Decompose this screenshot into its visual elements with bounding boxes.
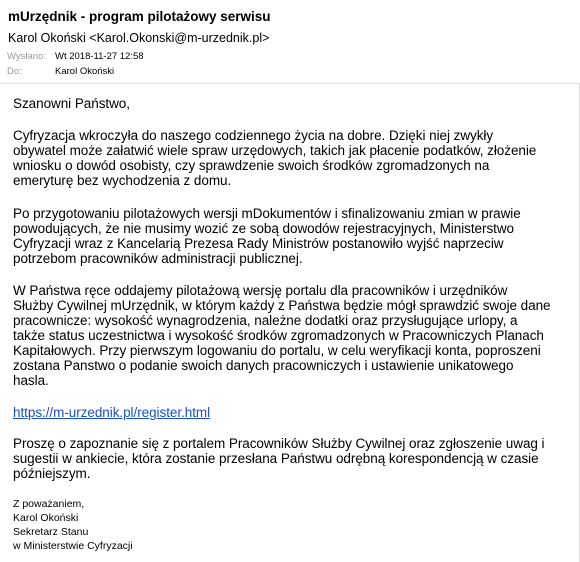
recipient[interactable]: Karol Okoński — [55, 66, 115, 77]
message-subject: mUrzędnik - program pilotażowy serwisu — [8, 9, 271, 24]
paragraph-4-line-2: sugestii w ankiecie, która zostanie przesłana Państwu odrębną korespondencją w czasie — [13, 451, 539, 466]
register-link[interactable]: https://m-urzednik.pl/register.html — [13, 405, 211, 420]
sent-label: Wysłano: — [7, 51, 46, 62]
paragraph-1-line-2: obywatel może załatwić wiele spraw urzędowych, takich jak płacenie podatków, złożenie — [13, 143, 537, 158]
paragraph-1-line-4: emeryturę bez wychodzenia z domu. — [13, 173, 232, 188]
to-label: Do: — [7, 66, 22, 77]
paragraph-4-line-1: Proszę o zapoznanie się z portalem Pracowników Służby Cywilnej oraz zgłoszenie uwag i — [13, 436, 545, 451]
paragraph-3-line-1: W Państwa ręce oddajemy pilotażową wersję portalu dla pracowników i urzędników — [13, 283, 508, 298]
paragraph-4-line-3: późniejszym. — [13, 466, 91, 481]
paragraph-2-line-2: powodujących, że nie musimy wozić ze sobą dowodów rejestracyjnych, Ministerstwo — [13, 221, 515, 236]
paragraph-1-line-3: wniosku o dowód osobisty, czy sprawdzenie swoich środków zgromadzonych na — [13, 158, 490, 173]
paragraph-2-line-4: potrzebom pracowników administracji publicznej. — [13, 251, 303, 266]
paragraph-3-line-5: Kapitałowych. Przy pierwszym logowaniu do portalu, w celu weryfikacji konta, poproszeni — [13, 343, 541, 358]
paragraph-2-line-1: Po przygotowaniu pilotażowych wersji mDokumentów i sfinalizowaniu zmian w prawie — [13, 206, 521, 221]
paragraph-3-line-3: pracownicze: wysokość wynagrodzenia, należne dodatki oraz przysługujące urlopy, a — [13, 313, 518, 328]
paragraph-3-line-7: hasla. — [13, 373, 49, 388]
paragraph-3-line-6: zostana Panstwo o podanie swoich danych pracowniczych i ustawienie unikatowego — [13, 358, 514, 373]
message-header — [0, 0, 580, 84]
paragraph-3-line-4: także status uczestnictwa i wysokość środków zgromadzonych w Pracowniczych Planach — [13, 328, 544, 343]
signature-name: Karol Okoński — [13, 512, 79, 524]
signature-closing: Z poważaniem, — [13, 498, 85, 510]
signature-department: w Ministerstwie Cyfryzacji — [13, 540, 133, 552]
paragraph-3-line-2: Służby Cywilnej mUrzędnik, w którym każdy z Państwa będzie mógł sprawdzić swoje dane — [13, 298, 551, 313]
message-body — [0, 84, 580, 562]
sender-address[interactable]: Karol Okoński <Karol.Okonski@m-urzednik.pl> — [8, 31, 270, 45]
greeting: Szanowni Państwo, — [13, 96, 130, 111]
paragraph-1-line-1: Cyfryzacja wkroczyła do naszego codziennego życia na dobre. Dzięki niej zwykły — [13, 128, 494, 143]
sent-date: Wt 2018-11-27 12:58 — [55, 51, 144, 62]
signature-title: Sekretarz Stanu — [13, 526, 89, 538]
paragraph-2-line-3: Cyfryzacji wraz z Kancelarią Prezesa Rady Ministrów postanowiło wyjść naprzeciw — [13, 236, 504, 251]
